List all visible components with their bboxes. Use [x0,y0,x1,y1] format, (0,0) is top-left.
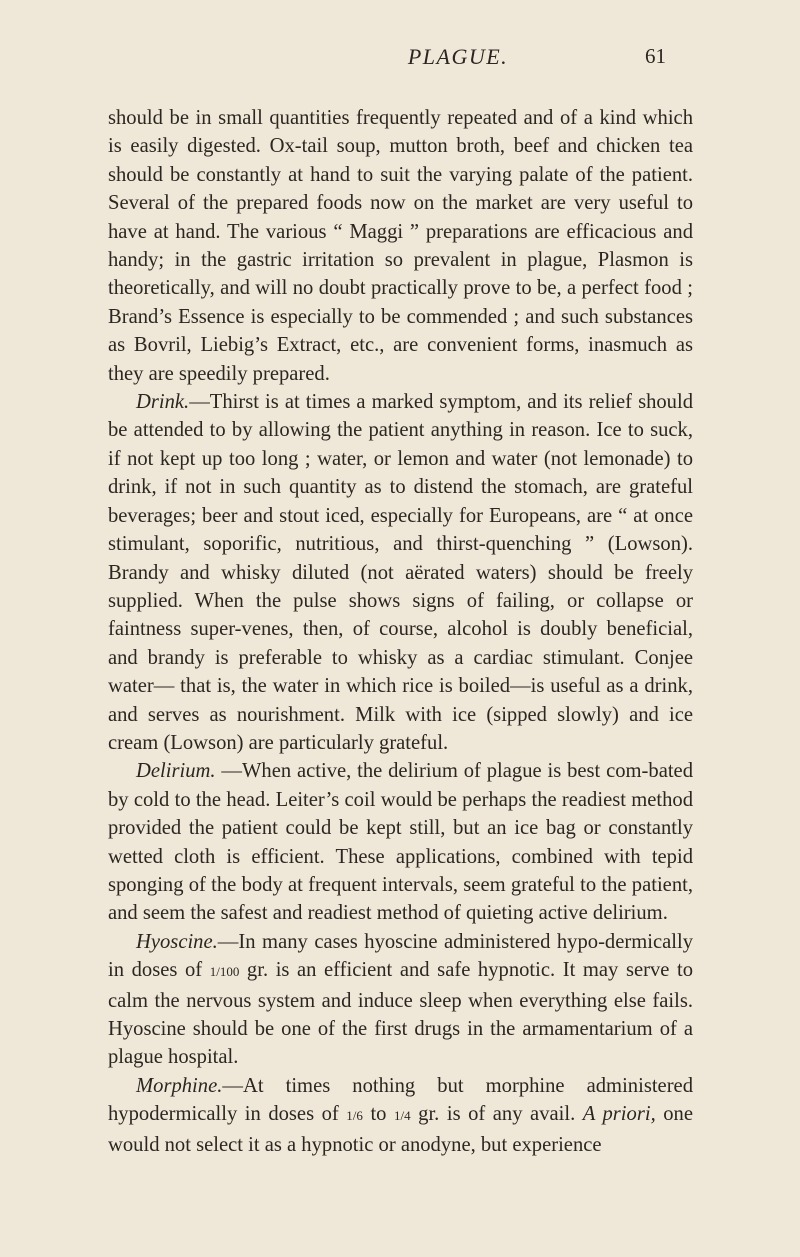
section-heading-delirium: Delirium. [136,760,216,783]
paragraph-text: one would not select it as a hypnotic or anodyne, but experience [108,1103,693,1156]
page-header [250,44,666,80]
paragraph-text: —In many cases hyoscine administered hypo-dermically in doses of [108,930,693,982]
dose-fraction-low: 1/6 [346,1108,363,1124]
paragraph-drink [108,388,693,757]
paragraph-text: —Thirst is at times a marked symptom, and its relief should be attended to by allowing the patient anything in reason. Ice to suck, if not kept up too long ; water, or lemon and water (not lemonade) to drink, if not in such quantity as to distend the stomach, are grateful beverages; beer and stout iced, especially for Europeans, are “ at once stimulant, soporific, nutritious, and thirst-quenching ” (Lowson). Brandy and whisky diluted (not aërated waters) should be freely supplied. When the pulse shows signs of failing, or collapse or faintness super-venes, then, of course, alcohol is doubly beneficial, and brandy is preferable to whisky as a cardiac stimulant. Conjee water— that is, the water in which rice is boiled—is useful as a drink, and serves as nourishment. Milk with ice (sipped slowly) and ice cream (Lowson) are particularly grateful. [108,391,693,754]
dose-fraction-high: 1/4 [394,1108,411,1124]
paragraph-hyoscine [108,928,693,1072]
paragraph-morphine [108,1072,693,1159]
latin-phrase: A priori, [582,1103,656,1126]
paragraph-diet [108,104,693,388]
section-heading-drink: Drink. [136,391,190,414]
paragraph-text: —When active, the delirium of plague is best com-bated by cold to the head. Leiter’s coil would be perhaps the readiest method provided the patient could be kept still, but an ice bag or constantly wetted cloth is efficient. These applications, combined with tepid sponging of the body at frequent intervals, seem grateful to the patient, and seem the safest and readiest method of quieting active delirium. [108,760,693,925]
dose-fraction: 1/100 [209,964,240,980]
section-heading-hyoscine: Hyoscine. [136,930,218,953]
body-text [108,104,693,1159]
paragraph-delirium [108,757,693,927]
section-heading-morphine: Morphine. [136,1074,223,1097]
paragraph-text: gr. is of any avail. [410,1103,583,1126]
paragraph-text: gr. is an efficient and safe hypnotic. It may serve to calm the nervous system and induce sleep when everything else fails. Hyoscine should be one of the first drugs in the armamentarium of a plague hospital. [108,959,694,1069]
paragraph-text: to [362,1103,394,1126]
paragraph-text: —At times nothing but morphine administered hypodermically in doses of [108,1074,693,1126]
page-number: 61 [645,44,666,68]
running-title: PLAGUE. [407,44,509,69]
paragraph-text: should be in small quantities frequently repeated and of a kind which is easily digested. Ox-tail soup, mutton broth, beef and chicken tea should be constantly at hand to suit the varying palate of the patient. Several of the prepared foods now on the market are very useful to have at hand. The various “ Maggi ” preparations are efficacious and handy; in the gastric irritation so prevalent in plague, Plasmon is theoretically, and will no doubt practically prove to be, a perfect food ; Brand’s Essence is especially to be commended ; and such substances as Bovril, Liebig’s Extract, etc., are convenient forms, inasmuch as they are speedily prepared. [108,107,693,385]
